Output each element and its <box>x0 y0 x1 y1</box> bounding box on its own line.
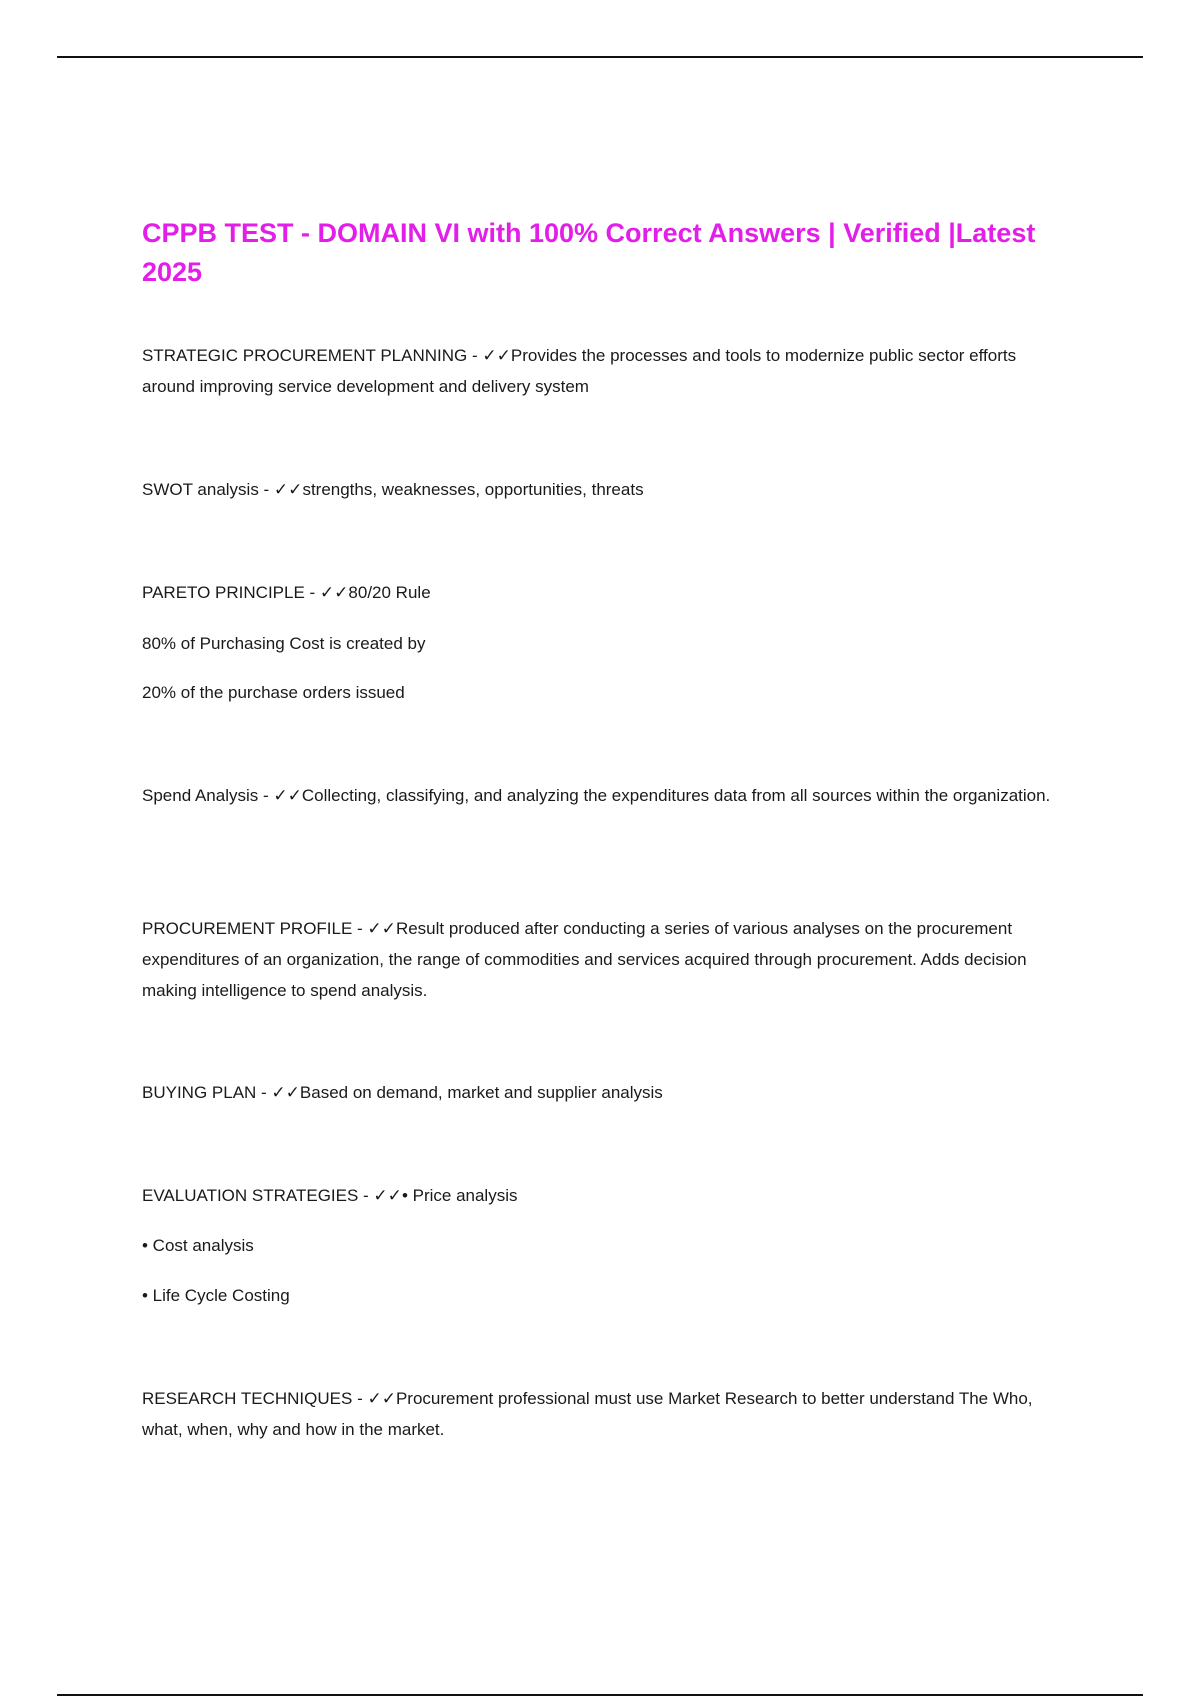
entry-term: Spend Analysis <box>142 786 259 805</box>
entry-definition: Provides the processes and tools to modernize public sector efforts around improving service development and delivery system <box>142 346 1017 396</box>
entry-evaluation-strategies <box>142 1180 1062 1211</box>
checkmark-separator: - ✓✓ <box>258 786 302 805</box>
bullet-item: • Life Cycle Costing <box>142 1286 290 1305</box>
entry-definition: Based on demand, market and supplier analysis <box>299 1083 663 1102</box>
entry-term: EVALUATION STRATEGIES <box>142 1186 359 1205</box>
entry-research-techniques <box>142 1383 1062 1445</box>
entry-term: STRATEGIC PROCUREMENT PLANNING <box>142 346 468 365</box>
entry-term: PROCUREMENT PROFILE <box>142 919 353 938</box>
entry-term: SWOT analysis <box>142 480 259 499</box>
entry-definition: Result produced after conducting a series of various analyses on the procurement expenditures of an organization, the range of commodities and services acquired through procurement. Adds decision making intelligence to spend analysis. <box>142 919 1027 1000</box>
top-rule <box>57 56 1143 58</box>
entry-definition: 80/20 Rule <box>348 583 431 602</box>
bullet-item: • Cost analysis <box>142 1236 254 1255</box>
checkmark-separator: - ✓✓ <box>467 346 511 365</box>
entry-term: PARETO PRINCIPLE <box>142 583 305 602</box>
entry-swot-analysis <box>142 474 1062 505</box>
entry-text-line: 20% of the purchase orders issued <box>142 683 405 702</box>
entry-definition: strengths, weaknesses, opportunities, threats <box>302 480 644 499</box>
entry-text-line: 80% of Purchasing Cost is created by <box>142 634 426 653</box>
entry-pareto-principle <box>142 577 1062 608</box>
entry-strategic-procurement-planning <box>142 340 1062 402</box>
bottom-rule <box>57 1694 1143 1696</box>
entry-term: RESEARCH TECHNIQUES <box>142 1389 353 1408</box>
entry-spend-analysis <box>142 780 1062 811</box>
checkmark-separator: - ✓✓ <box>304 583 349 602</box>
entry-buying-plan <box>142 1077 1062 1108</box>
document-title: CPPB TEST - DOMAIN VI with 100% Correct Answers | Verified |Latest 2025 <box>142 218 1036 287</box>
entry-procurement-profile <box>142 913 1062 1006</box>
entry-definition: Procurement professional must use Market Research to better understand The Who, what, when, why and how in the market. <box>142 1389 1033 1439</box>
checkmark-separator: - ✓✓ <box>352 919 396 938</box>
entry-definition: • Price analysis <box>401 1186 518 1205</box>
checkmark-separator: - ✓✓ <box>258 480 303 499</box>
entry-definition: Collecting, classifying, and analyzing the expenditures data from all sources within the organization. <box>301 786 1051 805</box>
checkmark-separator: - ✓✓ <box>352 1389 396 1408</box>
checkmark-separator: - ✓✓ <box>256 1083 300 1102</box>
entry-term: BUYING PLAN <box>142 1083 257 1102</box>
checkmark-separator: - ✓✓ <box>358 1186 402 1205</box>
